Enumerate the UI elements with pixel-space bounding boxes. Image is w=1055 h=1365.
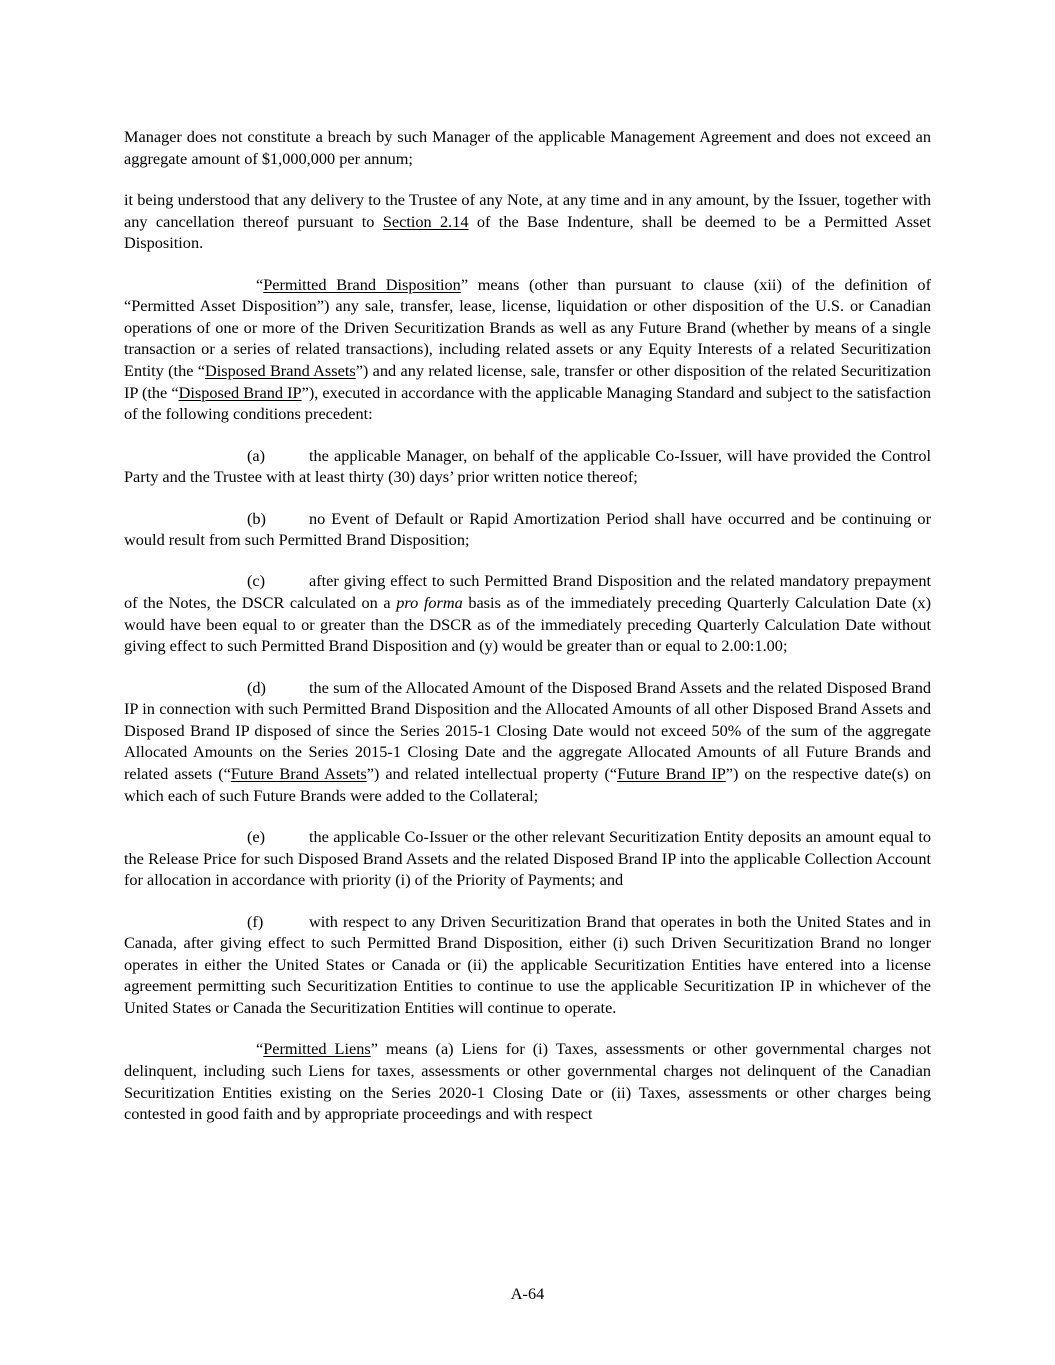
section-reference-link: Section 2.14	[382, 211, 469, 231]
defined-term-disposed-brand-assets: Disposed Brand Assets	[205, 360, 356, 380]
clause-e	[124, 826, 931, 891]
defined-term-permitted-liens: Permitted Liens	[263, 1039, 371, 1059]
clause-text: with respect to any Driven Securitization Brand that operates in both the United States and in Canada, after giving effect to such Permitted Brand Disposition, either (i) such Driven Securitization Brand no longer operates in either the United States or Canada or (ii) the applicable Securitization Entities have entered into a license agreement permitting such Securitization Entities to continue to use the applicable Securitization IP in whichever of the United States or Canada the Securitization Entities will continue to operate.	[124, 911, 931, 1017]
clause-text-part-1: the sum of the Allocated Amount of the Disposed Brand Assets and the related Disposed Brand IP in connection with such Permitted Brand Disposition and the Allocated Amounts of all other Disposed Brand Assets and Disposed Brand IP disposed of since the Series 2015-1 Closing Date would not exceed 50% of the sum of the aggregate Allocated Amounts on the Series 2015-1 Closing Date and the aggregate Allocated Amounts of all Future Brands and related assets (“	[124, 677, 931, 784]
page-number: A-64	[510, 1284, 545, 1303]
definition-text-part-1: ” means (other than pursuant to clause (xii) of the definition of “Permitted Asset Disposition”) any sale, transfer, lease, license, liquidation or other disposition of the U.S. or Canadian operations of one or more of the Driven Securitization Brands as well as any Future Brand (whether by means of a single transaction or a series of related transactions), including related assets or any Equity Interests of a related Securitization Entity (the “	[124, 274, 931, 380]
clause-label: (b)	[247, 508, 266, 528]
definition-permitted-liens	[124, 1038, 931, 1124]
open-quote: “	[256, 1039, 264, 1059]
clause-label: (d)	[247, 677, 266, 697]
clause-label: (a)	[247, 445, 266, 465]
clause-italic-term: pro forma	[396, 593, 463, 613]
understanding-text-start: it being understood that any delivery to the Trustee of any Note, at any time and in any amount, by the Issuer, together with any cancellation thereof pursuant to	[124, 189, 931, 231]
clause-label: (e)	[247, 827, 266, 847]
continuation-text: Manager does not constitute a breach by such Manager of the applicable Management Agreement and does not exceed an aggregate amount of $1,000,000 per annum;	[124, 127, 931, 168]
clause-text-start: after giving effect to such Permitted Brand Disposition and the related mandatory prepayment of the Notes, the DSCR calculated on a	[124, 571, 931, 613]
clause-a	[124, 445, 931, 488]
clause-c	[124, 570, 931, 656]
definition-permitted-brand-disposition	[124, 274, 931, 425]
defined-term-permitted-brand-disposition: Permitted Brand Disposition	[263, 274, 461, 294]
defined-term-future-brand-assets: Future Brand Assets	[230, 764, 367, 784]
defined-term-future-brand-ip: Future Brand IP	[617, 764, 726, 784]
definition-text: ” means (a) Liens for (i) Taxes, assessments or other governmental charges not delinquent, including such Liens for taxes, assessments or other governmental charges not delinquent of the Canadian Securitization Entities existing on the Series 2020-1 Closing Date or (ii) Taxes, assessments or other charges being contested in good faith and by appropriate proceedings and with respect	[124, 1039, 932, 1124]
definition-text-part-3: ”), executed in accordance with the applicable Managing Standard and subject to the satisfaction of the following conditions precedent:	[124, 382, 931, 424]
understanding-text-end: of the Base Indenture, shall be deemed to be a Permitted Asset Disposition.	[124, 211, 932, 253]
clause-text: the applicable Manager, on behalf of the applicable Co-Issuer, will have provided the Control Party and the Trustee with at least thirty (30) days’ prior written notice thereof;	[124, 445, 931, 487]
definition-text-part-2: ”) and any related license, sale, transfer or other disposition of the related Securitization IP (the “	[124, 360, 932, 402]
clause-label: (f)	[247, 911, 264, 931]
clause-b	[124, 508, 931, 551]
understanding-paragraph	[124, 189, 931, 254]
clause-f	[124, 911, 931, 1019]
open-quote: “	[256, 274, 264, 294]
clause-text-part-3: ”) on the respective date(s) on which each of such Future Brands were added to the Collateral;	[124, 764, 931, 805]
continuation-paragraph	[124, 126, 931, 169]
defined-term-disposed-brand-ip: Disposed Brand IP	[178, 382, 302, 402]
clause-text: no Event of Default or Rapid Amortization Period shall have occurred and be continuing or would result from such Permitted Brand Disposition;	[124, 508, 931, 550]
document-body	[124, 126, 931, 1125]
clause-label: (c)	[247, 571, 266, 591]
clause-text-part-2: ”) and related intellectual property (“	[366, 764, 618, 784]
clause-d	[124, 677, 931, 807]
clause-text-end: basis as of the immediately preceding Quarterly Calculation Date (x) would have been equal to or greater than the DSCR as of the immediately preceding Quarterly Calculation Date without giving effect to such Permitted Brand Disposition and (y) would be greater than or equal to 2.00:1.00;	[124, 593, 931, 656]
clause-text: the applicable Co-Issuer or the other relevant Securitization Entity deposits an amount equal to the Release Price for such Disposed Brand Assets and the related Disposed Brand IP into the applicable Collection Account for allocation in accordance with priority (i) of the Priority of Payments; and	[124, 827, 931, 890]
